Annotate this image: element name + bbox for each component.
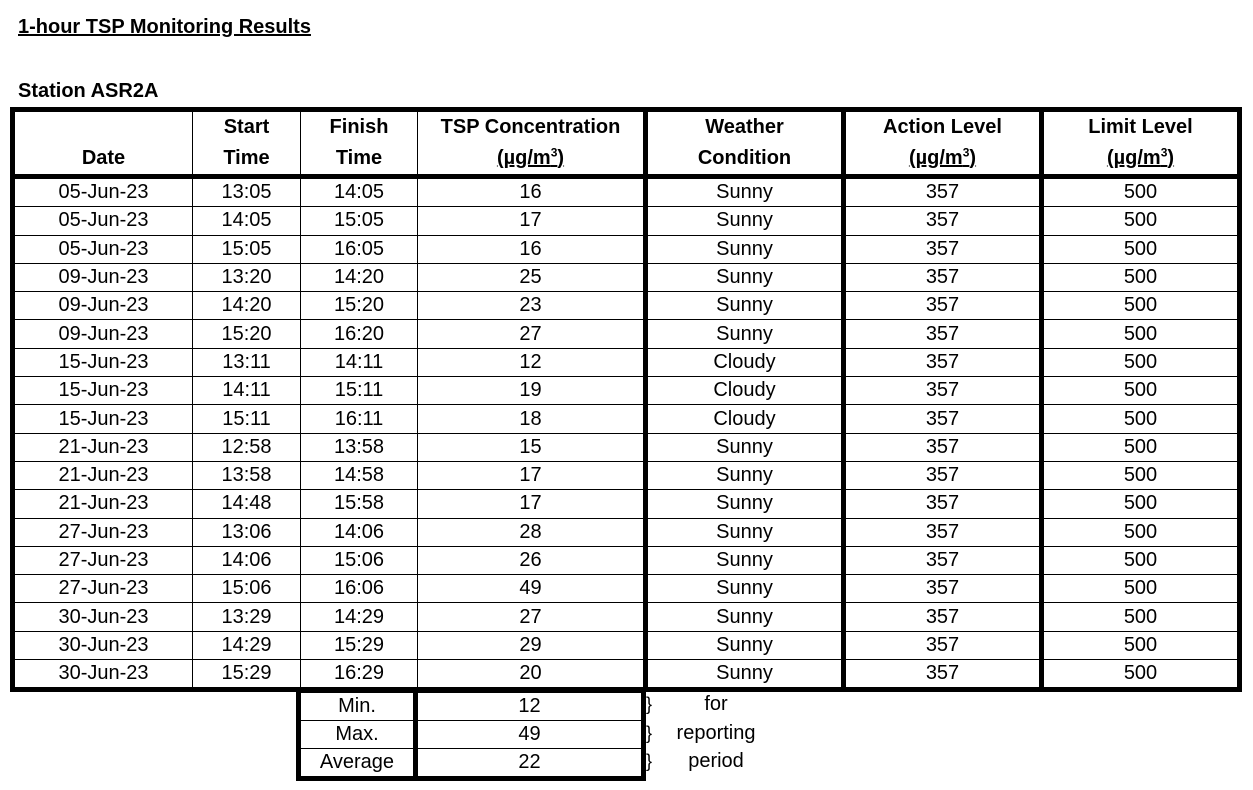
cell-finish-time: 15:05 <box>301 207 418 235</box>
stats-note <box>646 748 776 775</box>
stats-note-text: reporting <box>676 721 756 744</box>
cell-limit-level: 500 <box>1042 660 1240 690</box>
cell-weather-condition: Sunny <box>646 490 844 518</box>
cell-limit-level: 500 <box>1042 235 1240 263</box>
cell-tsp-concentration: 17 <box>418 461 646 489</box>
cell-weather-condition: Sunny <box>646 603 844 631</box>
cell-tsp-concentration: 16 <box>418 177 646 207</box>
cell-limit-level: 500 <box>1042 377 1240 405</box>
stats-value: 49 <box>416 721 644 749</box>
cell-date: 05-Jun-23 <box>13 177 193 207</box>
cell-limit-level: 500 <box>1042 177 1240 207</box>
cell-action-level: 357 <box>844 207 1042 235</box>
header-action-unit: $(\mu g/m^3)$ <box>844 143 1042 177</box>
cell-tsp-concentration: 20 <box>418 660 646 690</box>
cell-tsp-concentration: 29 <box>418 631 646 659</box>
cell-date: 09-Jun-23 <box>13 320 193 348</box>
cell-limit-level: 500 <box>1042 546 1240 574</box>
cell-limit-level: 500 <box>1042 461 1240 489</box>
cell-tsp-concentration: 17 <box>418 207 646 235</box>
cell-weather-condition: Sunny <box>646 235 844 263</box>
cell-limit-level: 500 <box>1042 292 1240 320</box>
cell-start-time: 13:29 <box>193 603 301 631</box>
cell-weather-condition: Sunny <box>646 263 844 291</box>
cell-start-time: 15:29 <box>193 660 301 690</box>
header-finish-top: Finish <box>301 110 418 144</box>
table-row <box>13 320 1240 348</box>
cell-date: 09-Jun-23 <box>13 263 193 291</box>
cell-date: 05-Jun-23 <box>13 235 193 263</box>
cell-limit-level: 500 <box>1042 320 1240 348</box>
cell-action-level: 357 <box>844 433 1042 461</box>
cell-date: 21-Jun-23 <box>13 433 193 461</box>
table-row <box>13 546 1240 574</box>
cell-weather-condition: Cloudy <box>646 377 844 405</box>
table-row <box>13 603 1240 631</box>
cell-limit-level: 500 <box>1042 348 1240 376</box>
cell-finish-time: 14:58 <box>301 461 418 489</box>
cell-limit-level: 500 <box>1042 433 1240 461</box>
cell-tsp-concentration: 17 <box>418 490 646 518</box>
header-start-time: Time <box>193 143 301 177</box>
stats-value: 12 <box>416 691 644 721</box>
cell-start-time: 14:29 <box>193 631 301 659</box>
cell-start-time: 14:20 <box>193 292 301 320</box>
cell-limit-level: 500 <box>1042 603 1240 631</box>
cell-finish-time: 15:06 <box>301 546 418 574</box>
cell-weather-condition: Sunny <box>646 177 844 207</box>
table-row <box>13 575 1240 603</box>
table-row <box>13 292 1240 320</box>
cell-weather-condition: Sunny <box>646 320 844 348</box>
table-row <box>13 405 1240 433</box>
cell-start-time: 13:05 <box>193 177 301 207</box>
header-tsp-top: TSP Concentration <box>418 110 646 144</box>
cell-action-level: 357 <box>844 461 1042 489</box>
cell-action-level: 357 <box>844 177 1042 207</box>
cell-action-level: 357 <box>844 603 1042 631</box>
cell-start-time: 15:05 <box>193 235 301 263</box>
brace-mark: } <box>646 751 653 771</box>
cell-start-time: 15:20 <box>193 320 301 348</box>
cell-weather-condition: Sunny <box>646 433 844 461</box>
cell-action-level: 357 <box>844 235 1042 263</box>
table-row <box>13 631 1240 659</box>
cell-finish-time: 16:20 <box>301 320 418 348</box>
cell-date: 30-Jun-23 <box>13 631 193 659</box>
stats-label: Average <box>299 749 416 779</box>
header-action-top: Action Level <box>844 110 1042 144</box>
header-weather-condition: Condition <box>646 143 844 177</box>
cell-weather-condition: Sunny <box>646 546 844 574</box>
cell-date: 27-Jun-23 <box>13 546 193 574</box>
cell-date: 15-Jun-23 <box>13 377 193 405</box>
header-date: Date <box>13 143 193 177</box>
cell-tsp-concentration: 25 <box>418 263 646 291</box>
cell-start-time: 15:06 <box>193 575 301 603</box>
cell-date: 09-Jun-23 <box>13 292 193 320</box>
cell-tsp-concentration: 49 <box>418 575 646 603</box>
cell-action-level: 357 <box>844 320 1042 348</box>
cell-date: 21-Jun-23 <box>13 490 193 518</box>
stats-label: Min. <box>299 691 416 721</box>
cell-date: 30-Jun-23 <box>13 603 193 631</box>
cell-weather-condition: Sunny <box>646 660 844 690</box>
cell-weather-condition: Sunny <box>646 631 844 659</box>
cell-limit-level: 500 <box>1042 207 1240 235</box>
header-row-2 <box>13 143 1240 177</box>
cell-action-level: 357 <box>844 348 1042 376</box>
cell-finish-time: 14:20 <box>301 263 418 291</box>
tsp-results-table <box>10 107 1242 692</box>
table-row <box>13 461 1240 489</box>
cell-finish-time: 15:29 <box>301 631 418 659</box>
station-label: Station ASR2A <box>18 80 159 102</box>
cell-tsp-concentration: 16 <box>418 235 646 263</box>
cell-action-level: 357 <box>844 377 1042 405</box>
table-row <box>13 490 1240 518</box>
header-row-1 <box>13 110 1240 144</box>
brace-mark: } <box>646 722 653 743</box>
table-row <box>13 263 1240 291</box>
table-row <box>13 377 1240 405</box>
cell-weather-condition: Sunny <box>646 461 844 489</box>
cell-start-time: 13:06 <box>193 518 301 546</box>
summary-stats-table <box>296 688 646 781</box>
cell-action-level: 357 <box>844 518 1042 546</box>
cell-start-time: 13:58 <box>193 461 301 489</box>
table-row <box>13 177 1240 207</box>
cell-limit-level: 500 <box>1042 518 1240 546</box>
stats-value: 22 <box>416 749 644 779</box>
cell-date: 27-Jun-23 <box>13 575 193 603</box>
cell-action-level: 357 <box>844 575 1042 603</box>
cell-finish-time: 13:58 <box>301 433 418 461</box>
cell-date: 27-Jun-23 <box>13 518 193 546</box>
cell-limit-level: 500 <box>1042 575 1240 603</box>
cell-tsp-concentration: 26 <box>418 546 646 574</box>
stats-label: Max. <box>299 721 416 749</box>
cell-limit-level: 500 <box>1042 263 1240 291</box>
cell-finish-time: 16:11 <box>301 405 418 433</box>
cell-action-level: 357 <box>844 263 1042 291</box>
cell-tsp-concentration: 28 <box>418 518 646 546</box>
cell-action-level: 357 <box>844 660 1042 690</box>
table-row <box>13 518 1240 546</box>
cell-finish-time: 16:29 <box>301 660 418 690</box>
cell-finish-time: 14:29 <box>301 603 418 631</box>
header-weather-top: Weather <box>646 110 844 144</box>
cell-weather-condition: Sunny <box>646 207 844 235</box>
cell-weather-condition: Sunny <box>646 575 844 603</box>
cell-action-level: 357 <box>844 292 1042 320</box>
header-limit-unit: $(\mu g/m^3)$ <box>1042 143 1240 177</box>
cell-date: 21-Jun-23 <box>13 461 193 489</box>
cell-finish-time: 16:06 <box>301 575 418 603</box>
stats-note <box>646 691 776 718</box>
header-finish-time: Time <box>301 143 418 177</box>
cell-start-time: 12:58 <box>193 433 301 461</box>
cell-date: 05-Jun-23 <box>13 207 193 235</box>
page-title: 1-hour TSP Monitoring Results <box>18 16 311 38</box>
cell-action-level: 357 <box>844 405 1042 433</box>
stats-row <box>299 691 644 721</box>
cell-date: 30-Jun-23 <box>13 660 193 690</box>
cell-finish-time: 15:58 <box>301 490 418 518</box>
cell-weather-condition: Sunny <box>646 292 844 320</box>
cell-weather-condition: Cloudy <box>646 348 844 376</box>
cell-date: 15-Jun-23 <box>13 405 193 433</box>
cell-tsp-concentration: 12 <box>418 348 646 376</box>
stats-note-text: for <box>704 693 728 715</box>
cell-finish-time: 14:06 <box>301 518 418 546</box>
cell-action-level: 357 <box>844 490 1042 518</box>
cell-start-time: 13:11 <box>193 348 301 376</box>
cell-action-level: 357 <box>844 546 1042 574</box>
stats-note <box>646 720 776 747</box>
table-row <box>13 348 1240 376</box>
stats-note-text: period <box>688 750 744 772</box>
table-row <box>13 207 1240 235</box>
cell-finish-time: 14:11 <box>301 348 418 376</box>
cell-limit-level: 500 <box>1042 405 1240 433</box>
header-tsp-unit: $(\mu g/m^3)$ <box>418 143 646 177</box>
cell-finish-time: 16:05 <box>301 235 418 263</box>
cell-action-level: 357 <box>844 631 1042 659</box>
cell-tsp-concentration: 18 <box>418 405 646 433</box>
cell-tsp-concentration: 23 <box>418 292 646 320</box>
cell-tsp-concentration: 15 <box>418 433 646 461</box>
stats-row <box>299 749 644 779</box>
cell-start-time: 14:05 <box>193 207 301 235</box>
cell-weather-condition: Cloudy <box>646 405 844 433</box>
cell-limit-level: 500 <box>1042 631 1240 659</box>
cell-limit-level: 500 <box>1042 490 1240 518</box>
cell-start-time: 14:48 <box>193 490 301 518</box>
header-date-top <box>13 110 193 144</box>
cell-finish-time: 14:05 <box>301 177 418 207</box>
cell-start-time: 14:06 <box>193 546 301 574</box>
cell-start-time: 14:11 <box>193 377 301 405</box>
cell-weather-condition: Sunny <box>646 518 844 546</box>
cell-start-time: 13:20 <box>193 263 301 291</box>
cell-start-time: 15:11 <box>193 405 301 433</box>
cell-tsp-concentration: 27 <box>418 320 646 348</box>
header-limit-top: Limit Level <box>1042 110 1240 144</box>
cell-finish-time: 15:11 <box>301 377 418 405</box>
brace-mark: } <box>646 694 653 714</box>
table-row <box>13 433 1240 461</box>
table-row <box>13 660 1240 690</box>
cell-tsp-concentration: 27 <box>418 603 646 631</box>
table-row <box>13 235 1240 263</box>
header-start-top: Start <box>193 110 301 144</box>
cell-tsp-concentration: 19 <box>418 377 646 405</box>
cell-date: 15-Jun-23 <box>13 348 193 376</box>
cell-finish-time: 15:20 <box>301 292 418 320</box>
stats-row <box>299 721 644 749</box>
